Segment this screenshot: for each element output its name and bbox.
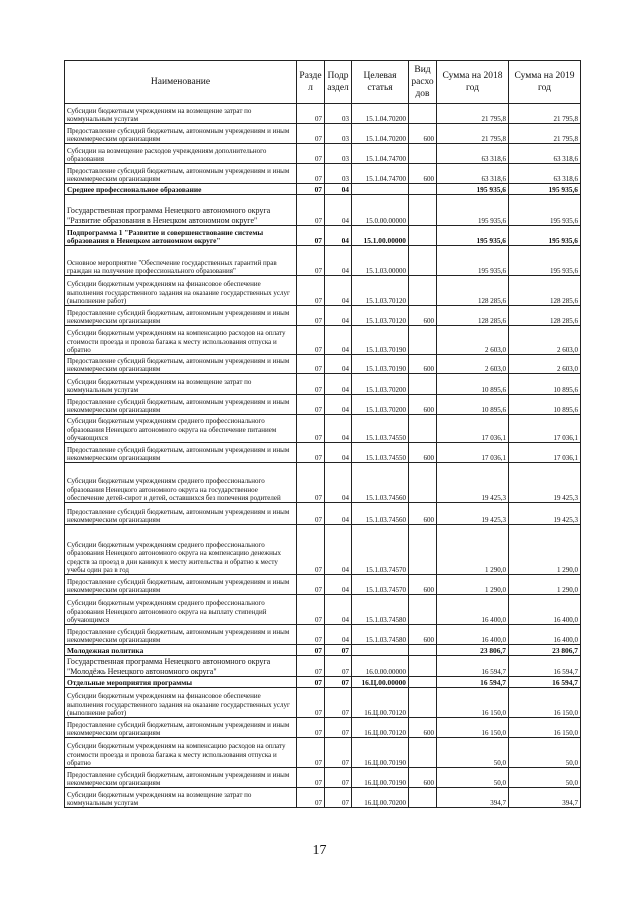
cell-section: 07 bbox=[297, 395, 325, 415]
cell-sum-2019: 394,7 bbox=[509, 788, 581, 808]
cell-sum-2018: 23 806,7 bbox=[437, 645, 509, 656]
cell-name: Предоставление субсидий бюджетным, автономным учреждениям и иным некоммерческим организациям bbox=[65, 306, 297, 326]
cell-name: Предоставление субсидий бюджетным, автономным учреждениям и иным некоммерческим организациям bbox=[65, 768, 297, 788]
cell-target-article: 16.Ц.00.70190 bbox=[352, 738, 409, 768]
cell-sum-2019: 16 400,0 bbox=[509, 625, 581, 645]
cell-expense-type bbox=[409, 326, 437, 355]
table-row bbox=[65, 463, 581, 503]
table-row bbox=[65, 575, 581, 595]
cell-expense-type bbox=[409, 788, 437, 808]
cell-target-article: 15.1.03.74550 bbox=[352, 443, 409, 463]
cell-target-article: 15.1.03.70120 bbox=[352, 276, 409, 306]
cell-target-article: 15.1.03.70200 bbox=[352, 395, 409, 415]
cell-subsection: 04 bbox=[325, 443, 352, 463]
cell-name: Среднее профессиональное образование bbox=[65, 184, 297, 195]
cell-name: Субсидии бюджетным учреждениям среднего профессионального образования Ненецкого автономного округа на компенсацию денежных средств за проезд в дни каникул к месту жительства и обратно к месту учебы один раз в год bbox=[65, 525, 297, 575]
cell-section: 07 bbox=[297, 575, 325, 595]
cell-target-article: 15.1.03.70190 bbox=[352, 326, 409, 355]
table-row bbox=[65, 395, 581, 415]
cell-expense-type bbox=[409, 415, 437, 443]
cell-name: Предоставление субсидий бюджетным, автономным учреждениям и иным некоммерческим организациям bbox=[65, 625, 297, 645]
cell-name: Субсидии бюджетным учреждениям на возмещение затрат по коммунальным услугам bbox=[65, 374, 297, 395]
cell-section: 07 bbox=[297, 195, 325, 226]
cell-name: Субсидии бюджетным учреждениям на возмещение затрат по коммунальным услугам bbox=[65, 788, 297, 808]
table-row bbox=[65, 226, 581, 246]
header-subsection: Подр аздел bbox=[325, 61, 352, 104]
cell-subsection: 04 bbox=[325, 184, 352, 195]
cell-target-article: 16.Ц.00.70190 bbox=[352, 768, 409, 788]
cell-subsection: 04 bbox=[325, 306, 352, 326]
header-target-article: Целевая статья bbox=[352, 61, 409, 104]
cell-sum-2019: 128 285,6 bbox=[509, 276, 581, 306]
cell-name: Субсидии бюджетным учреждениям среднего профессионального образования Ненецкого автономного округа на обеспечение питанием обучающихся bbox=[65, 415, 297, 443]
cell-subsection: 04 bbox=[325, 276, 352, 306]
table-row bbox=[65, 788, 581, 808]
table-row bbox=[65, 738, 581, 768]
cell-target-article bbox=[352, 645, 409, 656]
cell-subsection: 07 bbox=[325, 645, 352, 656]
cell-sum-2018: 16 150,0 bbox=[437, 718, 509, 738]
cell-sum-2018: 63 318,6 bbox=[437, 164, 509, 184]
cell-name: Молодежная политика bbox=[65, 645, 297, 656]
cell-name: Субсидии бюджетным учреждениям на финансовое обеспечение выполнения государственного задания на оказание государственных услуг (выполнение работ) bbox=[65, 688, 297, 718]
cell-sum-2018: 128 285,6 bbox=[437, 306, 509, 326]
cell-section: 07 bbox=[297, 625, 325, 645]
header-sum-2019: Сумма на 2019 год bbox=[509, 61, 581, 104]
cell-sum-2019: 23 806,7 bbox=[509, 645, 581, 656]
cell-section: 07 bbox=[297, 443, 325, 463]
cell-subsection: 04 bbox=[325, 415, 352, 443]
cell-sum-2018: 21 795,8 bbox=[437, 124, 509, 144]
cell-sum-2019: 50,0 bbox=[509, 768, 581, 788]
cell-subsection: 03 bbox=[325, 144, 352, 164]
cell-sum-2018: 2 603,0 bbox=[437, 326, 509, 355]
cell-sum-2018: 19 425,3 bbox=[437, 503, 509, 525]
cell-subsection: 04 bbox=[325, 246, 352, 276]
cell-subsection: 03 bbox=[325, 164, 352, 184]
cell-subsection: 07 bbox=[325, 788, 352, 808]
cell-name: Предоставление субсидий бюджетным, автономным учреждениям и иным некоммерческим организациям bbox=[65, 395, 297, 415]
table-row bbox=[65, 645, 581, 656]
cell-section: 07 bbox=[297, 525, 325, 575]
cell-expense-type: 600 bbox=[409, 443, 437, 463]
table-row bbox=[65, 144, 581, 164]
header-section: Разде л bbox=[297, 61, 325, 104]
cell-name: Предоставление субсидий бюджетным, автономным учреждениям и иным некоммерческим организациям bbox=[65, 443, 297, 463]
cell-sum-2018: 63 318,6 bbox=[437, 144, 509, 164]
cell-target-article: 15.1.03.74550 bbox=[352, 415, 409, 443]
cell-expense-type bbox=[409, 688, 437, 718]
cell-subsection: 04 bbox=[325, 595, 352, 625]
cell-subsection: 04 bbox=[325, 374, 352, 395]
cell-target-article: 15.1.03.00000 bbox=[352, 246, 409, 276]
cell-name: Государственная программа Ненецкого автономного округа "Молодёжь Ненецкого автономного округа" bbox=[65, 656, 297, 677]
cell-expense-type: 600 bbox=[409, 503, 437, 525]
cell-expense-type bbox=[409, 374, 437, 395]
cell-subsection: 04 bbox=[325, 355, 352, 374]
cell-name: Предоставление субсидий бюджетным, автономным учреждениям и иным некоммерческим организациям bbox=[65, 164, 297, 184]
cell-target-article: 15.1.04.70200 bbox=[352, 104, 409, 124]
table-row bbox=[65, 246, 581, 276]
cell-target-article bbox=[352, 184, 409, 195]
table-row bbox=[65, 355, 581, 374]
cell-sum-2019: 10 895,6 bbox=[509, 374, 581, 395]
cell-subsection: 04 bbox=[325, 463, 352, 503]
cell-subsection: 04 bbox=[325, 226, 352, 246]
cell-subsection: 07 bbox=[325, 738, 352, 768]
cell-section: 07 bbox=[297, 677, 325, 688]
cell-expense-type bbox=[409, 226, 437, 246]
table-row bbox=[65, 656, 581, 677]
cell-expense-type: 600 bbox=[409, 306, 437, 326]
cell-subsection: 04 bbox=[325, 503, 352, 525]
cell-expense-type: 600 bbox=[409, 164, 437, 184]
cell-target-article: 15.0.00.00000 bbox=[352, 195, 409, 226]
cell-section: 07 bbox=[297, 164, 325, 184]
cell-name: Субсидии бюджетным учреждениям на возмещение затрат по коммунальным услугам bbox=[65, 104, 297, 124]
header-expense-type: Вид расхо дов bbox=[409, 61, 437, 104]
cell-section: 07 bbox=[297, 768, 325, 788]
page-number: 17 bbox=[312, 843, 327, 858]
cell-expense-type: 600 bbox=[409, 395, 437, 415]
cell-target-article: 15.1.03.74580 bbox=[352, 595, 409, 625]
cell-name: Субсидии бюджетным учреждениям среднего профессионального образования Ненецкого автономного округа на государственное обеспечение детей-сирот и детей, оставшихся без попечения родителей bbox=[65, 463, 297, 503]
cell-expense-type: 600 bbox=[409, 625, 437, 645]
cell-expense-type bbox=[409, 656, 437, 677]
cell-expense-type: 600 bbox=[409, 575, 437, 595]
cell-expense-type bbox=[409, 195, 437, 226]
cell-section: 07 bbox=[297, 595, 325, 625]
table-row bbox=[65, 677, 581, 688]
cell-target-article: 15.1.03.74580 bbox=[352, 625, 409, 645]
cell-sum-2018: 16 400,0 bbox=[437, 595, 509, 625]
cell-sum-2019: 16 594,7 bbox=[509, 656, 581, 677]
table-row bbox=[65, 374, 581, 395]
cell-section: 07 bbox=[297, 688, 325, 718]
cell-sum-2018: 10 895,6 bbox=[437, 395, 509, 415]
cell-section: 07 bbox=[297, 415, 325, 443]
cell-sum-2018: 394,7 bbox=[437, 788, 509, 808]
header-name: Наименование bbox=[65, 61, 297, 104]
table-row bbox=[65, 503, 581, 525]
cell-sum-2019: 195 935,6 bbox=[509, 246, 581, 276]
cell-sum-2019: 17 036,1 bbox=[509, 443, 581, 463]
cell-sum-2019: 63 318,6 bbox=[509, 164, 581, 184]
cell-sum-2019: 19 425,3 bbox=[509, 503, 581, 525]
budget-table bbox=[64, 60, 581, 808]
cell-target-article: 16.Ц.00.70120 bbox=[352, 718, 409, 738]
cell-sum-2019: 21 795,8 bbox=[509, 124, 581, 144]
table-row bbox=[65, 306, 581, 326]
cell-sum-2018: 195 935,6 bbox=[437, 226, 509, 246]
cell-subsection: 04 bbox=[325, 625, 352, 645]
cell-sum-2019: 128 285,6 bbox=[509, 306, 581, 326]
cell-name: Предоставление субсидий бюджетным, автономным учреждениям и иным некоммерческим организациям bbox=[65, 124, 297, 144]
table-row bbox=[65, 718, 581, 738]
cell-subsection: 04 bbox=[325, 525, 352, 575]
table-row bbox=[65, 164, 581, 184]
cell-section: 07 bbox=[297, 124, 325, 144]
cell-target-article: 15.1.03.70200 bbox=[352, 374, 409, 395]
cell-section: 07 bbox=[297, 246, 325, 276]
cell-target-article: 15.1.04.74700 bbox=[352, 144, 409, 164]
table-row bbox=[65, 525, 581, 575]
cell-sum-2019: 16 150,0 bbox=[509, 718, 581, 738]
cell-sum-2019: 195 935,6 bbox=[509, 226, 581, 246]
cell-target-article: 15.1.04.70200 bbox=[352, 124, 409, 144]
cell-subsection: 07 bbox=[325, 718, 352, 738]
cell-sum-2019: 195 935,6 bbox=[509, 184, 581, 195]
cell-expense-type bbox=[409, 463, 437, 503]
cell-target-article: 16.Ц.00.70200 bbox=[352, 788, 409, 808]
cell-subsection: 04 bbox=[325, 575, 352, 595]
cell-sum-2018: 21 795,8 bbox=[437, 104, 509, 124]
cell-section: 07 bbox=[297, 463, 325, 503]
cell-sum-2018: 19 425,3 bbox=[437, 463, 509, 503]
cell-name: Отдельные мероприятия программы bbox=[65, 677, 297, 688]
cell-section: 07 bbox=[297, 645, 325, 656]
cell-section: 07 bbox=[297, 656, 325, 677]
cell-sum-2019: 195 935,6 bbox=[509, 195, 581, 226]
cell-sum-2018: 17 036,1 bbox=[437, 415, 509, 443]
cell-expense-type bbox=[409, 246, 437, 276]
table-row bbox=[65, 276, 581, 306]
table-row bbox=[65, 625, 581, 645]
cell-section: 07 bbox=[297, 355, 325, 374]
cell-target-article: 15.1.03.70190 bbox=[352, 355, 409, 374]
cell-sum-2019: 63 318,6 bbox=[509, 144, 581, 164]
table-header-row bbox=[65, 61, 581, 104]
table-row bbox=[65, 124, 581, 144]
cell-expense-type: 600 bbox=[409, 718, 437, 738]
cell-expense-type bbox=[409, 645, 437, 656]
cell-section: 07 bbox=[297, 503, 325, 525]
cell-target-article: 16.Ц.00.00000 bbox=[352, 677, 409, 688]
cell-expense-type bbox=[409, 595, 437, 625]
cell-sum-2019: 17 036,1 bbox=[509, 415, 581, 443]
cell-sum-2018: 16 594,7 bbox=[437, 677, 509, 688]
cell-name: Субсидии на возмещение расходов учреждениям дополнительного образования bbox=[65, 144, 297, 164]
cell-expense-type bbox=[409, 525, 437, 575]
cell-section: 07 bbox=[297, 306, 325, 326]
cell-subsection: 04 bbox=[325, 195, 352, 226]
cell-subsection: 04 bbox=[325, 395, 352, 415]
cell-section: 07 bbox=[297, 374, 325, 395]
cell-section: 07 bbox=[297, 788, 325, 808]
cell-sum-2019: 10 895,6 bbox=[509, 395, 581, 415]
cell-sum-2018: 2 603,0 bbox=[437, 355, 509, 374]
cell-expense-type: 600 bbox=[409, 768, 437, 788]
cell-expense-type: 600 bbox=[409, 355, 437, 374]
cell-sum-2019: 19 425,3 bbox=[509, 463, 581, 503]
cell-sum-2018: 16 150,0 bbox=[437, 688, 509, 718]
cell-name: Субсидии бюджетным учреждениям на финансовое обеспечение выполнения государственного задания на оказание государственных услуг (выполнение работ) bbox=[65, 276, 297, 306]
header-sum-2018: Сумма на 2018 год bbox=[437, 61, 509, 104]
table-row bbox=[65, 415, 581, 443]
cell-sum-2018: 1 290,0 bbox=[437, 525, 509, 575]
cell-sum-2018: 10 895,6 bbox=[437, 374, 509, 395]
cell-expense-type: 600 bbox=[409, 124, 437, 144]
cell-subsection: 04 bbox=[325, 326, 352, 355]
cell-name: Субсидии бюджетным учреждениям на компенсацию расходов на оплату стоимости проезда и провоза багажа к месту использования отпуска и обратно bbox=[65, 738, 297, 768]
cell-subsection: 07 bbox=[325, 688, 352, 718]
cell-sum-2018: 50,0 bbox=[437, 768, 509, 788]
cell-target-article: 15.1.00.00000 bbox=[352, 226, 409, 246]
cell-name: Основное мероприятие "Обеспечение государственных гарантий прав граждан на получение профессионального образования" bbox=[65, 246, 297, 276]
cell-name: Государственная программа Ненецкого автономного округа "Развитие образования в Ненецком автономном округе" bbox=[65, 195, 297, 226]
cell-sum-2018: 16 400,0 bbox=[437, 625, 509, 645]
cell-expense-type bbox=[409, 184, 437, 195]
cell-target-article: 15.1.03.74570 bbox=[352, 525, 409, 575]
cell-target-article: 15.1.03.74560 bbox=[352, 463, 409, 503]
cell-section: 07 bbox=[297, 104, 325, 124]
cell-name: Предоставление субсидий бюджетным, автономным учреждениям и иным некоммерческим организациям bbox=[65, 355, 297, 374]
cell-sum-2018: 195 935,6 bbox=[437, 195, 509, 226]
cell-target-article: 15.1.03.74560 bbox=[352, 503, 409, 525]
table-row bbox=[65, 184, 581, 195]
cell-sum-2018: 128 285,6 bbox=[437, 276, 509, 306]
cell-expense-type bbox=[409, 104, 437, 124]
cell-sum-2018: 1 290,0 bbox=[437, 575, 509, 595]
cell-expense-type bbox=[409, 677, 437, 688]
cell-subsection: 03 bbox=[325, 104, 352, 124]
cell-sum-2018: 50,0 bbox=[437, 738, 509, 768]
cell-sum-2019: 16 150,0 bbox=[509, 688, 581, 718]
cell-section: 07 bbox=[297, 276, 325, 306]
cell-target-article: 15.1.04.74700 bbox=[352, 164, 409, 184]
table-body bbox=[65, 104, 581, 808]
cell-name: Подпрограмма 1 "Развитие и совершенствование системы образования в Ненецком автономном округе" bbox=[65, 226, 297, 246]
table-row bbox=[65, 104, 581, 124]
cell-subsection: 07 bbox=[325, 677, 352, 688]
cell-subsection: 03 bbox=[325, 124, 352, 144]
table-row bbox=[65, 595, 581, 625]
cell-sum-2019: 50,0 bbox=[509, 738, 581, 768]
cell-expense-type bbox=[409, 738, 437, 768]
cell-sum-2019: 1 290,0 bbox=[509, 575, 581, 595]
cell-name: Предоставление субсидий бюджетным, автономным учреждениям и иным некоммерческим организациям bbox=[65, 575, 297, 595]
cell-expense-type bbox=[409, 276, 437, 306]
cell-name: Предоставление субсидий бюджетным, автономным учреждениям и иным некоммерческим организациям bbox=[65, 503, 297, 525]
cell-subsection: 07 bbox=[325, 656, 352, 677]
cell-sum-2018: 195 935,6 bbox=[437, 184, 509, 195]
table-row bbox=[65, 688, 581, 718]
cell-section: 07 bbox=[297, 184, 325, 195]
cell-sum-2019: 2 603,0 bbox=[509, 355, 581, 374]
cell-subsection: 07 bbox=[325, 768, 352, 788]
cell-sum-2018: 16 594,7 bbox=[437, 656, 509, 677]
cell-name: Предоставление субсидий бюджетным, автономным учреждениям и иным некоммерческим организациям bbox=[65, 718, 297, 738]
cell-sum-2019: 16 594,7 bbox=[509, 677, 581, 688]
cell-sum-2019: 16 400,0 bbox=[509, 595, 581, 625]
cell-sum-2018: 17 036,1 bbox=[437, 443, 509, 463]
cell-sum-2019: 21 795,8 bbox=[509, 104, 581, 124]
table-row bbox=[65, 326, 581, 355]
cell-name: Субсидии бюджетным учреждениям на компенсацию расходов на оплату стоимости проезда и провоза багажа к месту использования отпуска и обратно bbox=[65, 326, 297, 355]
cell-section: 07 bbox=[297, 718, 325, 738]
cell-section: 07 bbox=[297, 226, 325, 246]
cell-target-article: 15.1.03.74570 bbox=[352, 575, 409, 595]
cell-sum-2019: 2 603,0 bbox=[509, 326, 581, 355]
cell-section: 07 bbox=[297, 326, 325, 355]
cell-target-article: 16.Ц.00.70120 bbox=[352, 688, 409, 718]
cell-target-article: 16.0.00.00000 bbox=[352, 656, 409, 677]
cell-section: 07 bbox=[297, 738, 325, 768]
table-row bbox=[65, 768, 581, 788]
cell-target-article: 15.1.03.70120 bbox=[352, 306, 409, 326]
table-row bbox=[65, 443, 581, 463]
table-row bbox=[65, 195, 581, 226]
cell-sum-2019: 1 290,0 bbox=[509, 525, 581, 575]
cell-sum-2018: 195 935,6 bbox=[437, 246, 509, 276]
cell-name: Субсидии бюджетным учреждениям среднего профессионального образования Ненецкого автономного округа на выплату стипендий обучающимся bbox=[65, 595, 297, 625]
cell-expense-type bbox=[409, 144, 437, 164]
cell-section: 07 bbox=[297, 144, 325, 164]
